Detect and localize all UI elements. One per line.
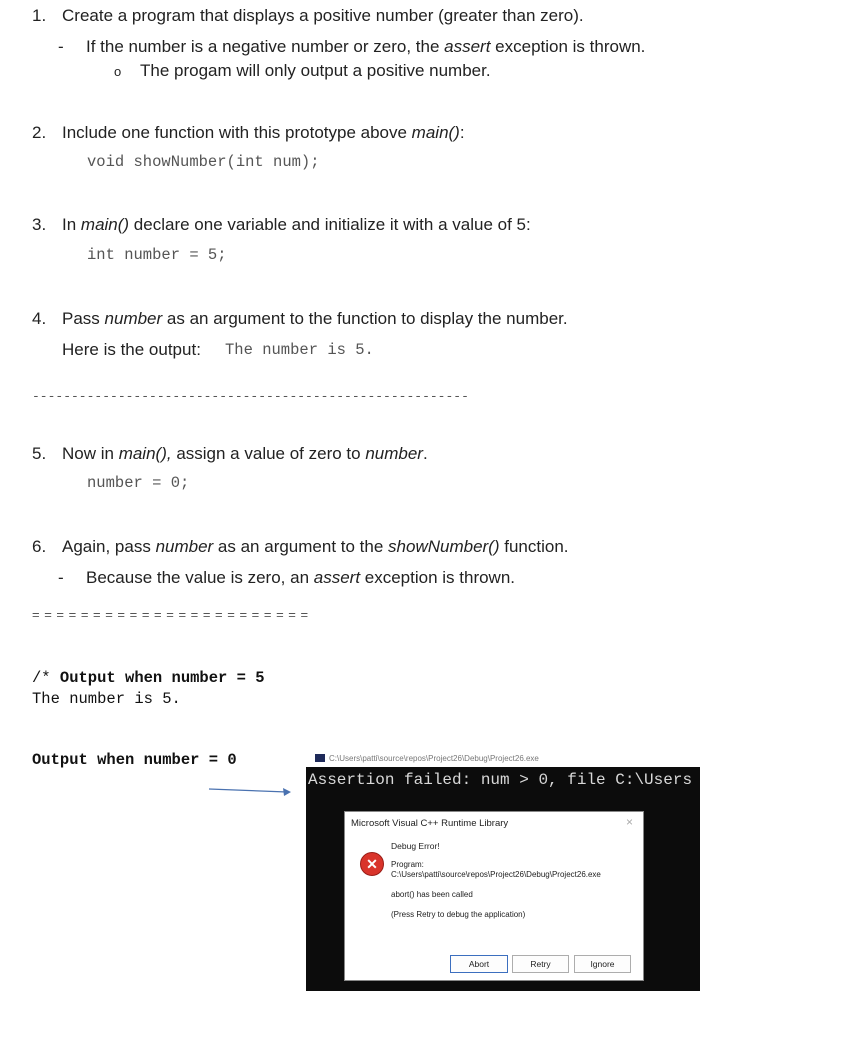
item-2: 2. Include one function with this prototype above main(): [32,123,465,142]
retry-button[interactable]: Retry [512,955,569,973]
dialog-message: abort() has been called [391,890,473,899]
dialog-heading: Debug Error! [391,841,440,851]
abort-button[interactable]: Abort [450,955,508,973]
close-icon[interactable]: × [626,815,634,829]
code-prototype: void showNumber(int num); [87,153,320,171]
code-assign-zero: number = 0; [87,474,190,492]
dialog-program-label: Program: [391,860,424,869]
dialog-title: Microsoft Visual C++ Runtime Library [351,818,509,829]
item-1 [32,6,584,26]
item-1-number: 1. [32,6,47,25]
arrow-icon [205,782,297,800]
sub-bullet: - [58,37,64,56]
item-3: 3. In main() declare one variable and initialize it with a value of 5: [32,215,531,234]
item-4: 4. Pass number as an argument to the function to display the number. [32,309,568,328]
output-4-code: The number is 5. [225,341,374,359]
output-comment-result: The number is 5. [32,690,181,708]
ignore-button[interactable]: Ignore [574,955,631,973]
dashed-separator: -------------------------------------------------------- [32,389,469,404]
dialog-program-path: C:\Users\patti\source\repos\Project26\Debug\Project26.exe [391,870,601,879]
sub-sub-bullet: o [114,64,122,79]
code-declare: int number = 5; [87,246,227,264]
sub-item-exception: - Because the value is zero, an assert exception is thrown. [58,568,516,587]
console-window [306,750,700,991]
console-icon [315,754,325,762]
output-comment: /* Output when number = 5 [32,669,265,687]
equals-separator: = = = = = = = = = = = = = = = = = = = = = = = [32,607,309,622]
sub-item-assert: - If the number is a negative number or zero, the assert exception is thrown. [58,37,646,56]
output-4-label: Here is the output: [62,340,201,359]
item-6: 6. Again, pass number as an argument to the showNumber() function. [32,537,569,556]
console-titlebar [306,750,700,767]
error-icon: ✕ [360,852,384,876]
console-title: C:\Users\patti\source\repos\Project26\Debug\Project26.exe [329,754,539,763]
sub-sub-item: o The progam will only output a positive number. [114,61,491,80]
item-1-text: Create a program that displays a positive number (greater than zero). [62,6,584,25]
assertion-message: Assertion failed: num > 0, file C:\Users [308,771,693,789]
item-5: 5. Now in main(), assign a value of zero to number. [32,444,428,463]
dialog-hint: (Press Retry to debug the application) [391,910,526,919]
output-zero-label: Output when number = 0 [32,751,237,769]
error-dialog [344,811,644,981]
